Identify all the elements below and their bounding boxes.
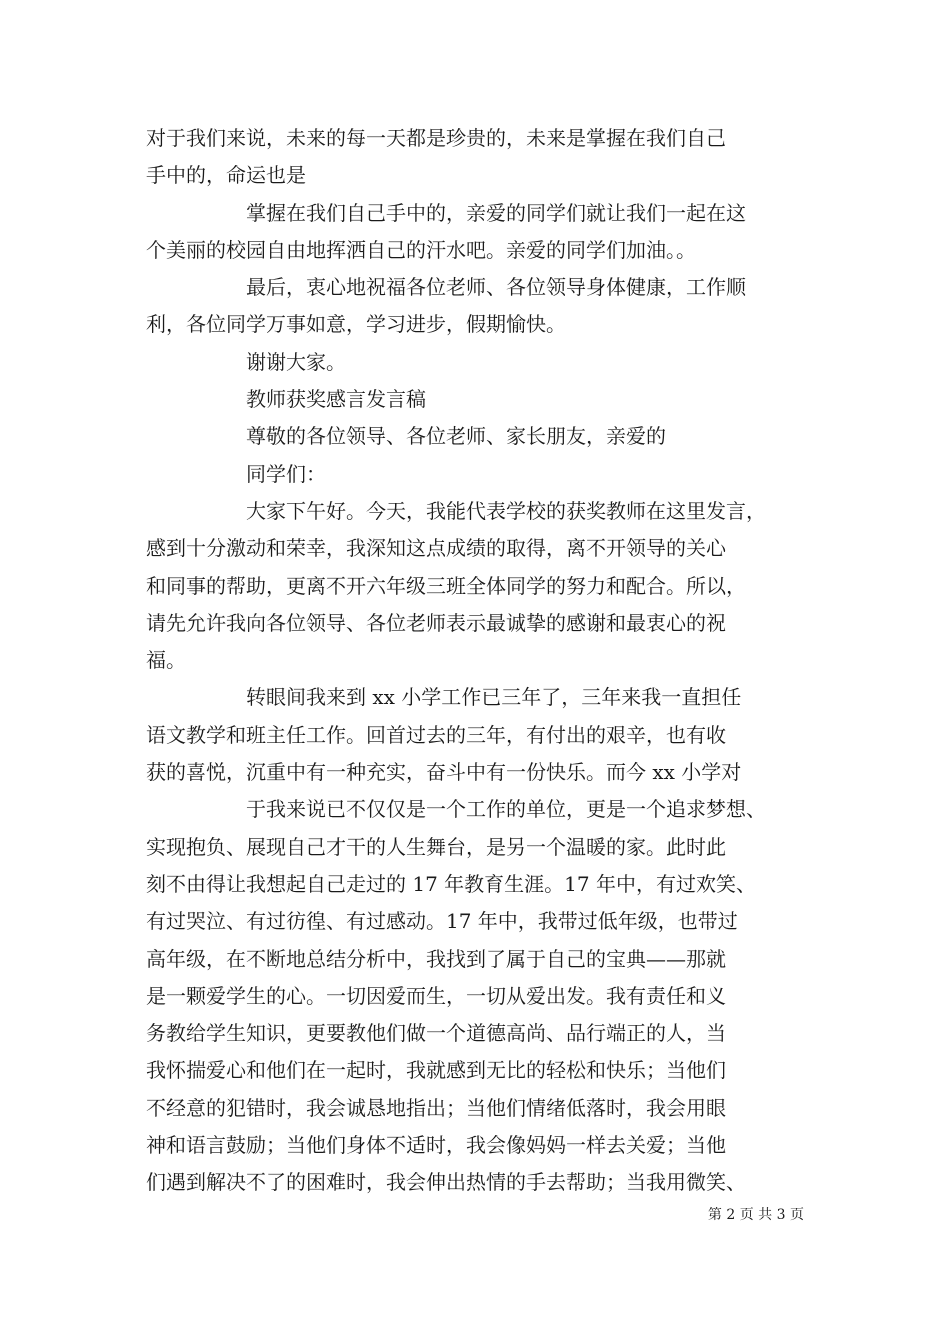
text-line: 尊敬的各位领导、各位老师、家长朋友，亲爱的 xyxy=(246,424,666,449)
text-line: 是一颗爱学生的心。一切因爱而生，一切从爱出发。我有责任和义 xyxy=(146,983,726,1008)
text-line: 不经意的犯错时，我会诚恳地指出；当他们情绪低落时，我会用眼 xyxy=(146,1095,726,1120)
text-line: 实现抱负、展现自己才干的人生舞台，是另一个温暖的家。此时此 xyxy=(146,834,726,859)
text-line: 手中的，命运也是 xyxy=(146,163,306,188)
text-line: 请先允许我向各位领导、各位老师表示最诚挚的感谢和最衷心的祝 xyxy=(146,610,726,635)
text-line: 转眼间我来到 xx 小学工作已三年了，三年来我一直担任 xyxy=(246,685,742,710)
text-line: 同学们： xyxy=(246,461,326,486)
text-line: 谢谢大家。 xyxy=(246,349,346,374)
text-line: 刻不由得让我想起自己走过的 17 年教育生涯。17 年中，有过欢笑、 xyxy=(146,871,756,896)
text-line: 于我来说已不仅仅是一个工作的单位，更是一个追求梦想、 xyxy=(246,797,766,822)
text-line: 们遇到解决不了的困难时，我会伸出热情的手去帮助；当我用微笑、 xyxy=(146,1170,746,1195)
text-line: 和同事的帮助，更离不开六年级三班全体同学的努力和配合。所以， xyxy=(146,573,746,598)
text-line: 务教给学生知识，更要教他们做一个道德高尚、品行端正的人，当 xyxy=(146,1021,726,1046)
text-line: 高年级，在不断地总结分析中，我找到了属于自己的宝典——那就 xyxy=(146,946,726,971)
text-line: 感到十分激动和荣幸，我深知这点成绩的取得，离不开领导的关心 xyxy=(146,536,726,561)
text-line: 个美丽的校园自由地挥洒自己的汗水吧。亲爱的同学们加油。。 xyxy=(146,237,696,262)
text-line: 教师获奖感言发言稿 xyxy=(246,387,426,412)
text-line: 我怀揣爱心和他们在一起时，我就感到无比的轻松和快乐；当他们 xyxy=(146,1058,726,1083)
page-footer: 第 2 页 共 3 页 xyxy=(707,1207,804,1223)
text-line: 语文教学和班主任工作。回首过去的三年，有付出的艰辛，也有收 xyxy=(146,722,726,747)
text-line: 福。 xyxy=(146,648,186,673)
document-body xyxy=(146,120,806,1202)
text-line: 对于我们来说，未来的每一天都是珍贵的，未来是掌握在我们自己 xyxy=(146,126,726,150)
text-line: 获的喜悦，沉重中有一种充实，奋斗中有一份快乐。而今 xx 小学对 xyxy=(146,760,742,785)
text-line: 利，各位同学万事如意，学习进步，假期愉快。 xyxy=(146,312,566,337)
text-line: 最后，衷心地祝福各位老师、各位领导身体健康，工作顺 xyxy=(246,275,746,300)
text-line: 大家下午好。今天，我能代表学校的获奖教师在这里发言， xyxy=(246,498,766,523)
text-line: 有过哭泣、有过彷徨、有过感动。17 年中，我带过低年级，也带过 xyxy=(146,909,738,934)
text-line: 神和语言鼓励；当他们身体不适时，我会像妈妈一样去关爱；当他 xyxy=(146,1133,726,1158)
text-line: 掌握在我们自己手中的，亲爱的同学们就让我们一起在这 xyxy=(246,200,746,225)
